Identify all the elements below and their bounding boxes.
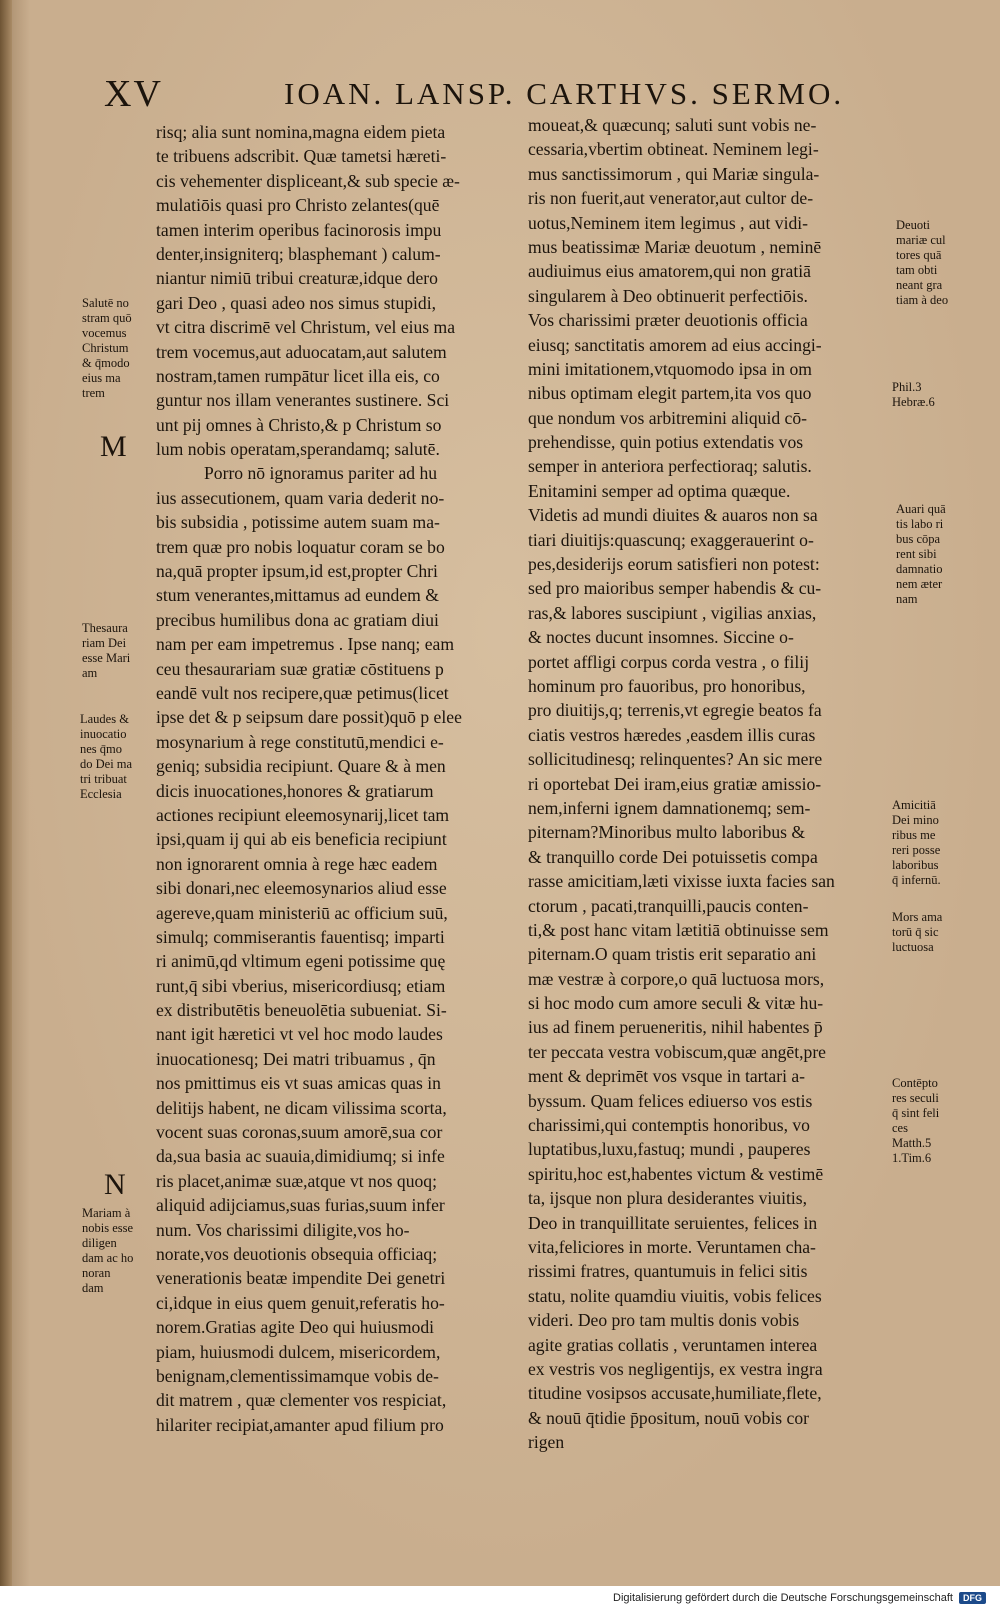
- text-line: ris non fuerit,aut venerator,aut cultor de-: [528, 188, 814, 209]
- margin-note-line: nam: [896, 592, 918, 606]
- text-line: Porro nō ignoramus pariter ad hu: [204, 463, 438, 484]
- text-line: eandē vult nos recipere,quæ petimus(licet: [156, 682, 449, 703]
- text-line: nibus optimam elegit partem,ita vos quo: [528, 383, 812, 404]
- text-line: singularem à Deo obtinuerit perfectiōis.: [528, 285, 808, 306]
- text-line: vocent suas coronas,suum amorē,sua cor: [156, 1122, 443, 1143]
- text-line: vt citra discrimē vel Christum, vel eius ma: [156, 317, 456, 338]
- text-line: eiusq; sanctitatis amorem ad eius accingi-: [528, 334, 822, 355]
- binding-edge: [0, 0, 12, 1586]
- margin-note-line: do Dei ma: [80, 757, 133, 771]
- text-line: niantur nimiū tribui creaturæ,idque dero: [156, 268, 438, 289]
- text-line: rissimi fratres, quantumuis in felici sitis: [528, 1261, 808, 1282]
- text-line: titudine vosipsos accusate,humiliate,flete,: [528, 1383, 822, 1404]
- margin-note-line: Thesaura: [82, 621, 128, 635]
- margin-note-line: Amicitiā: [892, 798, 936, 812]
- text-line: piternam.O quam tristis erit separatio ani: [528, 944, 817, 965]
- text-line: agereve,quam ministeriū ac officium suū,: [156, 902, 448, 923]
- text-line: hilariter recipiat,amanter apud filium pro: [156, 1414, 444, 1435]
- text-line: actiones recipiunt eleemosynarij,licet tam: [156, 804, 450, 825]
- margin-note-line: Auari quā: [896, 502, 946, 516]
- text-line: sollicitudinesq; relinquentes? An sic mere: [528, 749, 823, 770]
- text-line: cessaria,vbertim obtineat. Neminem legi-: [528, 139, 819, 160]
- text-line: nos pmittimus eis vt suas amicas quas in: [156, 1073, 441, 1094]
- margin-note-line: trem: [82, 386, 105, 400]
- text-line: denter,insigniterq; blasphemant ) calum-: [156, 243, 441, 264]
- text-line: trem vocemus,aut aduocatam,aut salutem: [156, 341, 447, 362]
- margin-note-line: Matth.5: [892, 1136, 932, 1150]
- text-line: ci,idque in eius quem genuit,referatis ho-: [156, 1292, 445, 1313]
- text-line: lum nobis operatam,sperandamq; salutē.: [156, 439, 440, 460]
- margin-note-line: q̄ sint feli: [892, 1106, 940, 1120]
- text-line: charissimi,qui contemptis honoribus, vo: [528, 1115, 810, 1136]
- text-line: que nondum vos arbitremini aliquid cō-: [528, 407, 808, 428]
- text-line: na,quā propter ipsum,id est,propter Chri: [156, 561, 438, 582]
- right-text-column: [528, 113, 882, 1454]
- right-margin-note: [892, 910, 942, 955]
- margin-note-line: Phil.3: [892, 380, 922, 394]
- text-line: nostram,tamen rumpātur licet illa eis, co: [156, 365, 440, 386]
- text-line: mæ vestræ à corpore,o quā luctuosa mors,: [528, 968, 825, 989]
- left-margin-note: [82, 621, 130, 681]
- text-line: non ignorarent omnia à rege hæc eadem: [156, 853, 438, 874]
- margin-note-line: stram quō: [82, 311, 132, 325]
- dfg-logo: DFG: [959, 1592, 986, 1604]
- text-line: bis subsidia , potissime autem suam ma-: [156, 512, 440, 533]
- margin-note-line: dam ac ho: [82, 1251, 134, 1265]
- margin-note-line: Laudes &: [80, 712, 129, 726]
- text-line: portet affligi corpus corda vestra , o filij: [528, 651, 810, 672]
- text-line: mosynarium à rege constitutū,mendici e-: [156, 731, 444, 752]
- margin-note-line: bus cōpa: [896, 532, 941, 546]
- text-line: ti,& post hanc vitam lætitiā obtinuisse sem: [528, 919, 829, 940]
- text-line: ri animū,qd vltimum egeni potissime quę: [156, 951, 446, 972]
- margin-note-line: Salutē no: [82, 296, 129, 310]
- text-line: norem.Gratias agite Deo qui huiusmodi: [156, 1317, 435, 1338]
- left-text-column: [156, 120, 518, 1437]
- margin-note-line: Christum: [82, 341, 129, 355]
- text-line: prehendisse, quin potius extendatis vos: [528, 432, 804, 453]
- margin-note-line: Contēpto: [892, 1076, 938, 1090]
- margin-note-line: rent sibi: [896, 547, 937, 561]
- margin-note-line: Deuoti: [896, 218, 931, 232]
- margin-note-line: neant gra: [896, 278, 943, 292]
- margin-note-line: diligen: [82, 1236, 117, 1250]
- text-line: cis vehementer displiceant,& sub specie æ-: [156, 170, 460, 191]
- text-line: ceu thesaurariam suæ gratiæ cōstituens p: [156, 658, 444, 679]
- margin-note-line: dam: [82, 1281, 104, 1295]
- margin-note-line: esse Mari: [82, 651, 131, 665]
- text-line: ex vestris vos negligentijs, ex vestra ingra: [528, 1358, 823, 1379]
- text-line: agite gratias collatis , veruntamen interea: [528, 1334, 818, 1355]
- margin-note-line: torū q̄ sic: [892, 925, 939, 939]
- margin-note-line: Dei mino: [892, 813, 939, 827]
- text-line: gari Deo , quasi adeo nos simus stupidi,: [156, 292, 437, 313]
- margin-note-line: tiam à deo: [896, 293, 949, 307]
- text-line: nem,inferni ignem damnationemq; sem-: [528, 797, 811, 818]
- text-line: nant igit hæretici vt vel hoc modo laudes: [156, 1024, 443, 1045]
- margin-note-line: eius ma: [82, 371, 121, 385]
- text-line: te tribuens adscribit. Quæ tametsi hæreti-: [156, 146, 447, 167]
- margin-note-line: Mors ama: [892, 910, 943, 924]
- text-line: ris placet,animæ suæ,atque vt nos quoq;: [156, 1170, 437, 1191]
- text-line: num. Vos charissimi diligite,vos ho-: [156, 1219, 410, 1240]
- text-line: ius assecutionem, quam varia dederit no-: [156, 487, 445, 508]
- left-margin-note: [82, 296, 132, 401]
- text-line: ipse det & p seipsum dare possit)quō p elee: [156, 707, 462, 728]
- text-line: Vos charissimi præter deuotionis officia: [528, 310, 808, 331]
- margin-note-line: & q̄modo: [82, 356, 130, 370]
- margin-note-line: nem æter: [896, 577, 943, 591]
- margin-note-line: am: [82, 666, 98, 680]
- margin-note-line: mariæ cul: [896, 233, 946, 247]
- text-line: & noctes ducunt insomnes. Siccine o-: [528, 627, 794, 648]
- text-line: geniq; subsidia recipiunt. Quare & à men: [156, 756, 446, 777]
- margin-note-line: nobis esse: [82, 1221, 134, 1235]
- text-line: ter peccata vestra vobiscum,quæ angēt,pre: [528, 1041, 826, 1062]
- text-line: videri. Deo pro tam multis donis vobis: [528, 1310, 800, 1331]
- text-line: guntur nos illam venerantes sustinere. Sci: [156, 390, 450, 411]
- digitization-footer: [0, 1588, 1000, 1608]
- text-line: sibi donari,nec eleemosynarios aliud esse: [156, 878, 447, 899]
- text-line: aliquid adijciamus,suas furias,suum infer: [156, 1195, 445, 1216]
- text-line: mus sanctissimorum , qui Mariæ singula-: [528, 163, 820, 184]
- right-margin-note: [896, 218, 948, 308]
- text-line: ciatis vestros hæredes ,easdem illis curas: [528, 724, 816, 745]
- text-line: si hoc modo cum amore seculi & vitæ hu-: [528, 993, 824, 1014]
- text-line: ta, ijsque non plura desiderantes viuitis,: [528, 1188, 808, 1209]
- text-line: byssum. Quam felices ediuerso vos estis: [528, 1090, 813, 1111]
- right-margin-note: [892, 380, 935, 410]
- text-line: luptatibus,luxu,fastuq; mundi , pauperes: [528, 1139, 811, 1160]
- text-line: vita,feliciores in morte. Veruntamen cha-: [528, 1236, 816, 1257]
- margin-note-line: ces: [892, 1121, 908, 1135]
- text-line: & tranquillo corde Dei potuissetis compa: [528, 846, 818, 867]
- right-margin-note: [892, 1076, 939, 1166]
- text-line: precibus humilibus dona ac gratiam diui: [156, 609, 439, 630]
- margin-note-line: tri tribuat: [80, 772, 127, 786]
- text-line: statu, nolite quamdiu viuitis, vobis felices: [528, 1285, 822, 1306]
- text-line: Deo in tranquillitate seruientes, felices in: [528, 1212, 818, 1233]
- text-line: Enitamini semper ad optima quæque.: [528, 480, 791, 501]
- text-line: mus beatissimæ Mariæ deuotum , neminē: [528, 236, 822, 257]
- text-line: runt,q̄ sibi vberius, misericordiusq; etiam: [156, 975, 446, 996]
- text-line: risq; alia sunt nomina,magna eidem pieta: [156, 122, 446, 142]
- text-line: mulatiōis quasi pro Christo zelantes(quē: [156, 195, 440, 216]
- text-line: & nouū q̄tidie p̄positum, nouū vobis cor: [528, 1407, 810, 1428]
- margin-note-line: Ecclesia: [80, 787, 122, 801]
- left-margin-note: [80, 712, 132, 802]
- margin-note-line: riam Dei: [82, 636, 127, 650]
- text-line: stum venerantes,mittamus ad eundem &: [156, 585, 439, 606]
- text-line: inuocationesq; Dei matri tribuamus , q̄n: [156, 1048, 436, 1069]
- initial-letter-m: M: [100, 430, 127, 463]
- text-line: Videtis ad mundi diuites & auaros non sa: [528, 505, 818, 526]
- text-line: unt pij omnes à Christo,& p Christum so: [156, 414, 442, 435]
- text-line: piam, huiusmodi dulcem, misericordem,: [156, 1341, 441, 1362]
- text-line: ius ad finem perueneritis, nihil habentes p̄: [528, 1017, 823, 1038]
- text-line: ment & deprimēt vos vsque in tartari a-: [528, 1066, 806, 1087]
- text-line: semper in anteriora perfectioraq; salutis.: [528, 456, 812, 477]
- margin-note-line: laboribus: [892, 858, 939, 872]
- text-line: nam per eam impetremus . Ipse nanq; eam: [156, 634, 455, 655]
- margin-note-line: damnatio: [896, 562, 943, 576]
- left-margin-note: [82, 1206, 133, 1296]
- text-line: tamen interim operibus facinorosis impu: [156, 219, 442, 240]
- right-margin-note: [896, 502, 946, 607]
- text-line: hominum pro fauoribus, pro honoribus,: [528, 675, 806, 696]
- initial-letter-n: N: [104, 1168, 126, 1201]
- margin-note-line: 1.Tim.6: [892, 1151, 932, 1165]
- margin-note-line: luctuosa: [892, 940, 934, 954]
- footer-text: Digitalisierung gefördert durch die Deutsche Forschungsgemeinschaft: [613, 1592, 953, 1604]
- text-line: dit matrem , quæ clementer vos respiciat,: [156, 1390, 447, 1411]
- text-line: ipsi,quam ij qui ab eis beneficia recipiunt: [156, 829, 447, 850]
- text-line: piternam?Minoribus multo laboribus &: [528, 822, 806, 843]
- text-line: ex distributētis beneuolētia subueniat. Si-: [156, 1000, 447, 1021]
- margin-note-line: nes q̄mo: [80, 742, 123, 756]
- text-line: delitijs habent, ne dicam vilissima scorta,: [156, 1097, 447, 1118]
- margin-note-line: ribus me: [892, 828, 936, 842]
- text-line: simulq; commiserantis fauentisq; imparti: [156, 926, 445, 947]
- text-line: benignam,clementissimamque vobis de-: [156, 1365, 439, 1386]
- margin-note-line: q̄ infernū.: [892, 873, 941, 887]
- text-line: rasse amicitiam,læti vixisse iuxta facies san: [528, 871, 835, 892]
- margin-note-line: tis labo ri: [896, 517, 944, 531]
- text-line: audiuimus eius amatorem,qui non gratiā: [528, 261, 811, 282]
- text-line: tiari diuitijs:quascunq; exaggerauerint o-: [528, 529, 814, 550]
- text-line: mini imitationem,vtquomodo ipsa in om: [528, 358, 812, 379]
- margin-note-line: noran: [82, 1266, 111, 1280]
- text-line: da,sua basia ac suauia,dimidiumq; si infe: [156, 1146, 445, 1167]
- text-line: spiritu,hoc est,habentes victum & vestimē: [528, 1163, 824, 1184]
- margin-note-line: reri posse: [892, 843, 941, 857]
- page-number: XV: [104, 73, 163, 115]
- text-line: dicis inuocationes,honores & gratiarum: [156, 780, 434, 801]
- text-line: rigen: [528, 1432, 565, 1453]
- margin-note-line: tam obti: [896, 263, 938, 277]
- margin-note-line: res seculi: [892, 1091, 939, 1105]
- text-line: trem quæ pro nobis loquatur coram se bo: [156, 536, 445, 557]
- margin-note-line: vocemus: [82, 326, 127, 340]
- text-line: venerationis beatæ impendite Dei genetri: [156, 1268, 446, 1289]
- right-margin-note: [892, 798, 941, 888]
- text-line: norate,vos deuotionis obsequia officiaq;: [156, 1243, 438, 1264]
- margin-note-line: Hebræ.6: [892, 395, 935, 409]
- margin-note-line: tores quā: [896, 248, 942, 262]
- text-line: pes,desiderijs eorum satisfieri non potest:: [528, 554, 820, 575]
- text-line: uotus,Neminem item legimus , aut vidi-: [528, 212, 808, 233]
- margin-note-line: inuocatio: [80, 727, 127, 741]
- text-line: ras,& labores suscipiunt , vigilias anxias,: [528, 602, 817, 623]
- running-head: IOAN. LANSP. CARTHVS. SERMO.: [284, 76, 845, 111]
- text-line: pro diuitijs,q; terrenis,vt egregie beatos fa: [528, 700, 822, 721]
- text-line: ctorum , pacati,tranquilli,paucis conten-: [528, 895, 809, 916]
- text-line: moueat,& quæcunq; saluti sunt vobis ne-: [528, 115, 817, 135]
- margin-note-line: Mariam à: [82, 1206, 131, 1220]
- text-line: ri oportebat Dei iram,eius gratiæ amissio-: [528, 773, 822, 794]
- text-line: sed pro maioribus semper habendis & cu-: [528, 578, 822, 599]
